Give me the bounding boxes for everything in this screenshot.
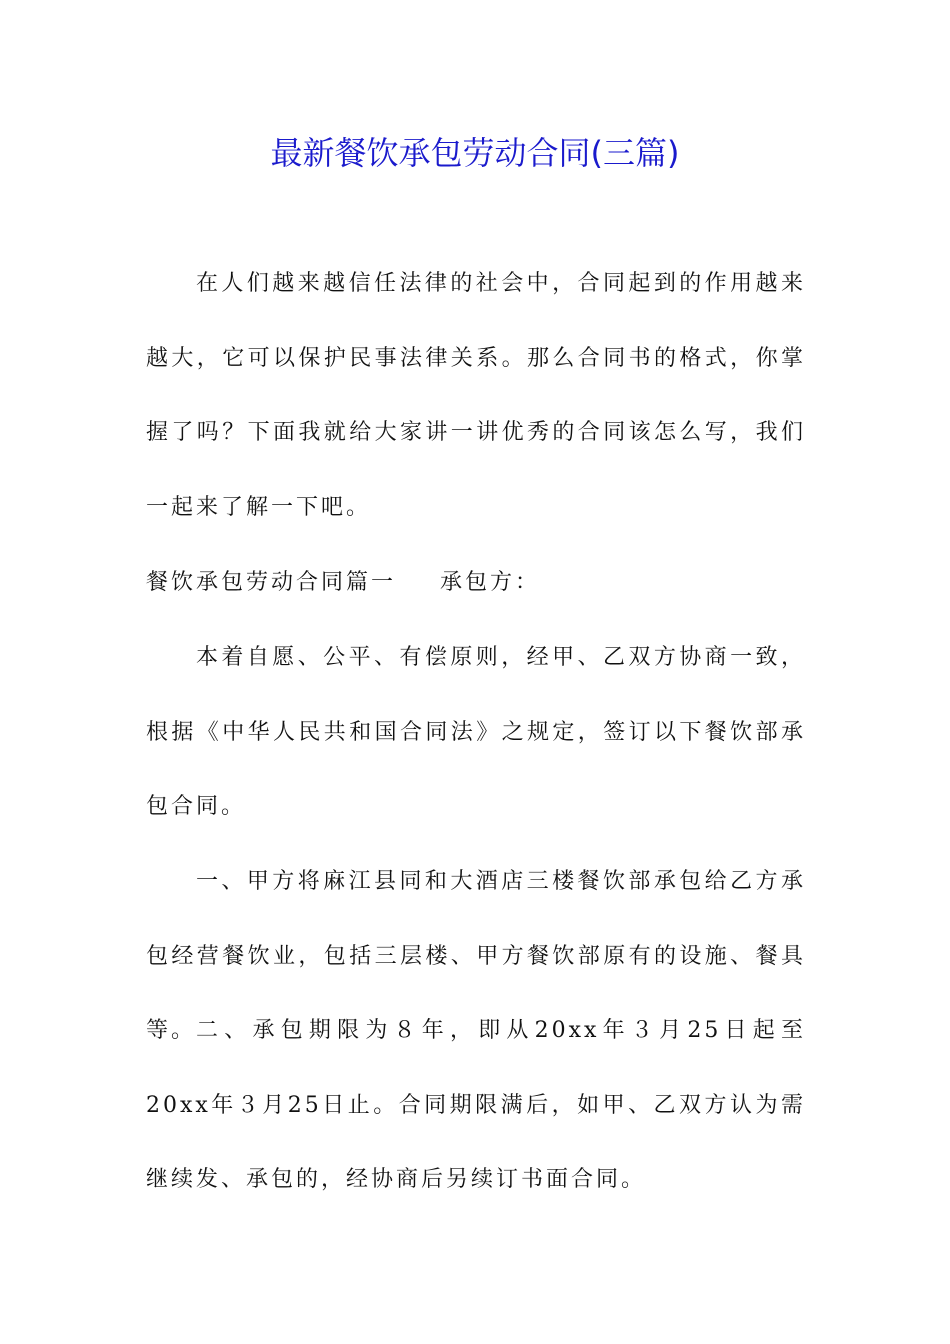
section-heading: 餐饮承包劳动合同篇一 <box>146 570 397 595</box>
clause-2-paragraph: 二、承包期限为８年，即从20xx年３月25日起至20xx年３月25日止。合同期限满后，如甲、乙双方认为需继续发、承包的，经协商后另续订书面合同。 <box>146 1018 806 1192</box>
document-title: 最新餐饮承包劳动合同(三篇) <box>270 134 680 172</box>
contractor-label: 承包方： <box>440 570 541 595</box>
preamble-paragraph: 本着自愿、公平、有偿原则，经甲、乙双方协商一致，根据《中华人民共和国合同法》之规定，签订以下餐饮部承包合同。 <box>146 645 806 819</box>
intro-paragraph: 在人们越来越信任法律的社会中，合同起到的作用越来越大，它可以保护民事法律关系。那么合同书的格式，你掌握了吗？下面我就给大家讲一讲优秀的合同该怎么写，我们一起来了解一下吧。 <box>146 271 806 520</box>
clause-1-paragraph: 一、甲方将麻江县同和大酒店三楼餐饮部承包给乙方承包经营餐饮业，包括三层楼、甲方餐饮部原有的设施、餐具等。 <box>146 869 806 1043</box>
section-heading-line <box>146 546 806 621</box>
